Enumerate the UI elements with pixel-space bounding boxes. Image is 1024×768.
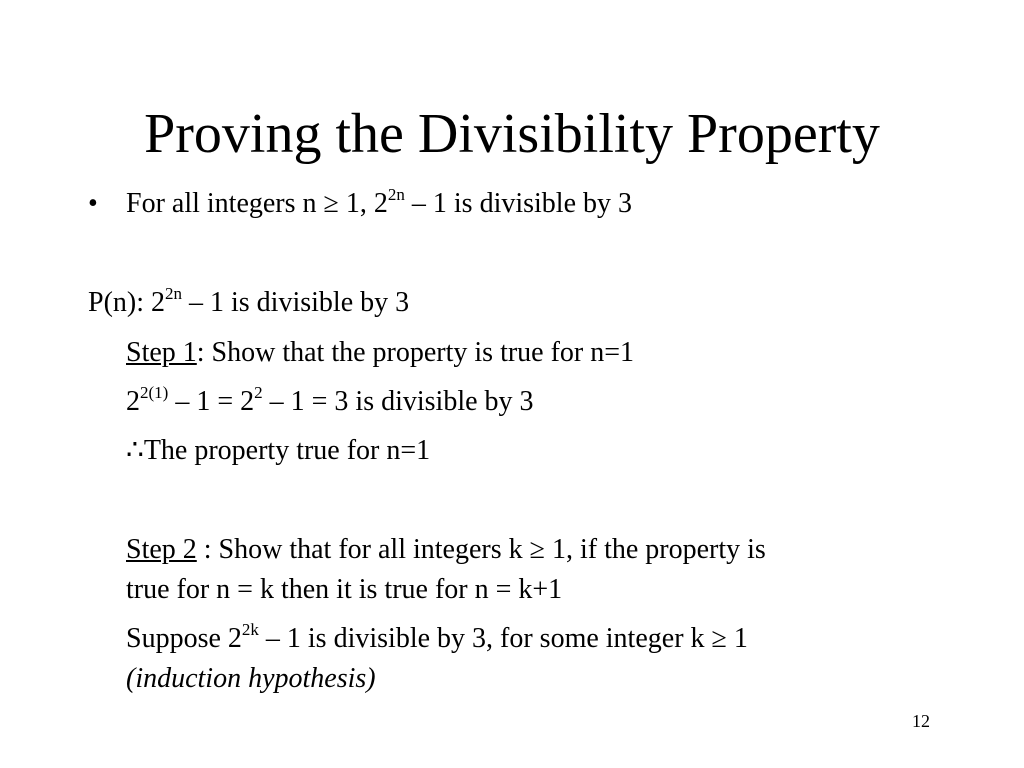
predicate-line xyxy=(88,286,409,320)
bullet-marker: • xyxy=(88,188,98,219)
predicate-text-a: P(n): 2 xyxy=(88,287,165,318)
step1-label: Step 1 xyxy=(126,337,197,368)
slide-title: Proving the Divisibility Property xyxy=(144,103,880,165)
suppose-text-a: Suppose 2 xyxy=(126,623,242,654)
suppose-exponent: 2k xyxy=(241,620,259,639)
step2-text: : Show that for all integers k ≥ 1, if the property is xyxy=(196,534,766,565)
calc-text-c: – 1 = 3 is divisible by 3 xyxy=(262,386,534,417)
step1-text: : Show that the property is true for n=1 xyxy=(196,337,635,368)
suppose-text-b: – 1 is divisible by 3, for some integer k ≥ 1 xyxy=(258,623,748,654)
step2-label: Step 2 xyxy=(126,534,197,565)
bullet-exponent: 2n xyxy=(387,185,405,204)
calc-text-b: – 1 = 2 xyxy=(168,386,255,417)
step2-line-2: true for n = k then it is true for n = k+1 xyxy=(126,574,563,605)
bullet-text-b: – 1 is divisible by 3 xyxy=(404,188,633,219)
step1-line xyxy=(126,336,634,370)
suppose-line xyxy=(126,622,748,656)
step2-line xyxy=(126,533,766,567)
bullet-statement xyxy=(126,187,632,221)
bullet-text-a: For all integers n ≥ 1, 2 xyxy=(126,188,388,219)
predicate-exponent: 2n xyxy=(165,284,182,303)
induction-hypothesis-label: (induction hypothesis) xyxy=(126,663,376,694)
calc-text-a: 2 xyxy=(126,386,140,417)
page-number: 12 xyxy=(912,711,930,731)
calc-exponent-1: 2(1) xyxy=(140,383,169,402)
therefore-line: ∴The property true for n=1 xyxy=(126,435,431,466)
predicate-text-b: – 1 is divisible by 3 xyxy=(182,287,410,318)
base-case-calculation xyxy=(126,385,534,419)
calc-exponent-2: 2 xyxy=(254,383,263,402)
